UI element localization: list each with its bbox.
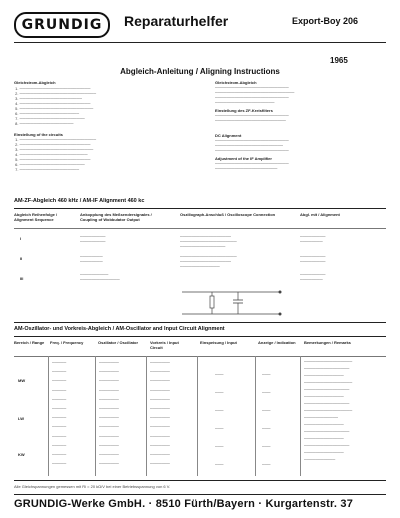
- section1-col3: Oszillograph-Anschluß / Oscilloscope Connection: [180, 212, 276, 217]
- range-kw: KW: [18, 452, 25, 457]
- section1-col4: Abgl. mit / Alignment: [300, 212, 340, 217]
- model-name: Export-Boy 206: [292, 16, 359, 26]
- grundig-logo: GRUNDIG: [14, 12, 110, 38]
- range-lw: LW: [18, 416, 24, 421]
- page-title: Reparaturhelfer: [124, 13, 229, 29]
- section2-title: AM-Oszillator- und Vorkreis-Abgleich / AM-Oscillator and Input Circuit Alignment: [14, 326, 225, 332]
- subtitle: Abgleich-Anleitung / Aligning Instructions: [120, 67, 280, 76]
- col-sep: [255, 356, 256, 476]
- s2-header-feed: Einspeisung / Input: [200, 340, 237, 345]
- col-sep: [300, 356, 301, 476]
- col-sep: [48, 356, 49, 476]
- row-step-3: III: [20, 276, 24, 281]
- section1-col1: Abgleich Reihenfolge / Alignment Sequence: [14, 212, 58, 222]
- section1-rule: [14, 208, 386, 209]
- col-sep: [95, 356, 96, 476]
- section1-title: AM-ZF-Abgleich 460 kHz / AM-IF Alignment 460 kc: [14, 198, 145, 204]
- header-rule: [14, 42, 386, 43]
- instructions-right-heading2: DC Alignment: [215, 133, 242, 138]
- footnote: Alle Gleichspannungen gemessen mit Ri = 20 kΩ/V bei einer Betriebsspannung von 6 V.: [14, 484, 171, 489]
- col-sep: [197, 356, 198, 476]
- section2-top-rule: [14, 322, 386, 323]
- section2-bottom-rule: [14, 480, 386, 481]
- section1-col2: Ankopplung des Meßsendersignales / Coupling of Wobbulator Output: [80, 212, 152, 222]
- instructions-left: Gleichstrom-Abgleich 1. ───────────────────────── 2. ─────────────────────────── 3. ────────────────────── 4. ───────────────────────── 5. ────────────────────────── 6. ───────────────────── 7. ─────────────────────── 8. ─────────────────── Einstellung of the circuits 1. ─────────────────────────── 2. ───────────────────────── 3. ────────────────────────── 4. ──────────────────────── 5. ───────────────────────── 6. ─────────────────────── 7. ─────────────────────: [14, 80, 194, 172]
- range-mw: MW: [18, 378, 26, 383]
- instructions-right-heading: Gleichstrom-Abgleich: [215, 80, 257, 85]
- oscilloscope-circuit-diagram: [180, 282, 290, 322]
- instructions-right-heading3: Adjustment of the IF Amplifier: [215, 156, 272, 161]
- section1-header-rule: [14, 228, 386, 229]
- s2-header-remarks: Bemerkungen / Remarks: [304, 340, 351, 345]
- s2-header-indication: Anzeige / Indication: [258, 340, 296, 345]
- s2-header-input: Vorkreis / Input Circuit: [150, 340, 179, 350]
- s2-header-freq: Freq. / Frequency: [50, 340, 84, 345]
- instructions-right: Gleichstrom-Abgleich ────────────────────────── ──────────────────────────── ────────────────────────── ───────────────────── Einstellung des ZF-Kreisfilters ────────────────────────── ───────────────────────── DC Alignment ────────────────────────── ──────────────────────── ────────────────────────── Adjustment of the IF Amplifier ────────────────────────── ──────────────────────: [215, 80, 387, 171]
- row-step-1: I: [20, 236, 22, 241]
- section2-rule: [14, 336, 386, 337]
- instructions-left-heading2: Einstellung of the circuits: [14, 132, 63, 137]
- s2-header-range: Bereich / Range: [14, 340, 45, 345]
- row-step-2: II: [20, 256, 23, 261]
- year: 1965: [330, 56, 348, 65]
- s2-header-osc: Oszillator / Oscillator: [98, 340, 139, 345]
- footer-rule: [14, 494, 386, 495]
- col-sep: [146, 356, 147, 476]
- instructions-right-sub: Einstellung des ZF-Kreisfilters: [215, 108, 273, 113]
- section2-header-rule: [14, 356, 386, 357]
- footer-company: GRUNDIG-Werke GmbH. · 8510 Fürth/Bayern · Kurgartenstr. 37: [14, 498, 354, 510]
- instructions-left-heading: Gleichstrom-Abgleich: [14, 80, 56, 85]
